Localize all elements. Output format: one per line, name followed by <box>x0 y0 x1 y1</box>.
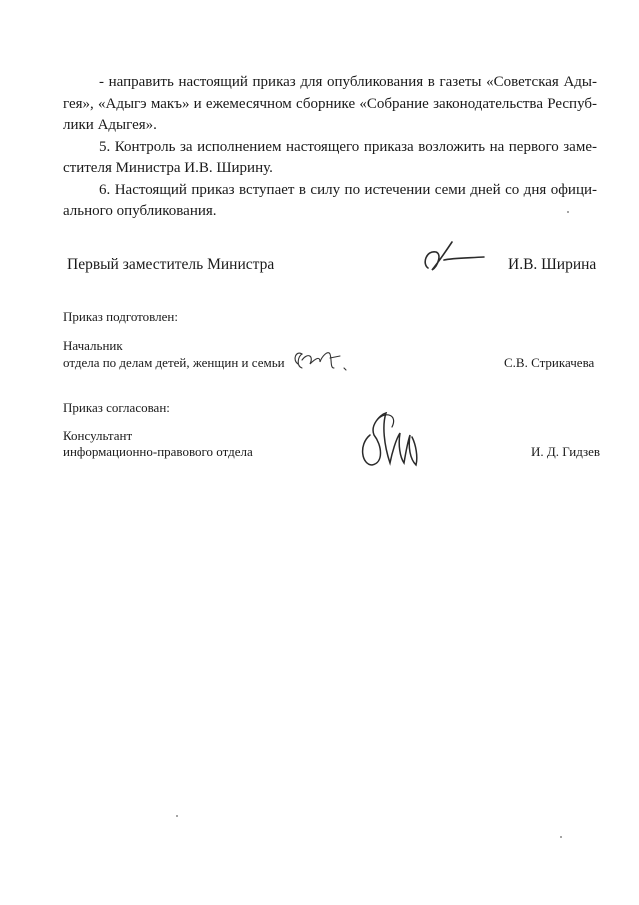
approved-position-line-2: информационно-правового отдела <box>63 444 253 459</box>
scan-speck <box>176 815 178 817</box>
approved-name: И. Д. Гидзев <box>531 444 601 459</box>
paragraph-publication-line-1: - направить настоящий приказ для опубликования в газеты «Советская Ады- <box>99 74 597 90</box>
paragraph-control-line-1: 5. Контроль за исполнением настоящего приказа возложить на первого заме- <box>99 138 597 155</box>
prepared-heading: Приказ подготовлен: <box>63 309 178 324</box>
paragraph-publication-line-2: гея», «Адыгэ макъ» и ежемесячном сборнике «Собрание законодательства Респуб- <box>63 95 597 112</box>
prepared-position-line-2: отдела по делам детей, женщин и семьи <box>63 355 285 370</box>
approved-heading: Приказ согласован: <box>63 400 170 415</box>
scan-speck <box>567 211 569 213</box>
signatory-name: И.В. Ширина <box>508 256 597 273</box>
approved-signature <box>356 405 426 473</box>
scan-speck <box>560 836 562 838</box>
signatory-signature <box>418 238 488 278</box>
paragraph-effective-line-2: ального опубликования. <box>63 203 217 219</box>
prepared-position-line-1: Начальник <box>63 338 123 353</box>
signatory-title: Первый заместитель Министра <box>67 256 275 273</box>
paragraph-effective-line-1: 6. Настоящий приказ вступает в силу по истечении семи дней со дня офици- <box>99 181 597 198</box>
paragraph-publication-line-3: лики Адыгея». <box>63 117 157 133</box>
prepared-name: С.В. Стрикачева <box>504 355 595 370</box>
approved-position-line-1: Консультант <box>63 428 133 443</box>
prepared-signature <box>290 346 354 376</box>
order-body-text <box>63 72 597 223</box>
paragraph-control-line-2: стителя Министра И.В. Ширину. <box>63 160 273 176</box>
